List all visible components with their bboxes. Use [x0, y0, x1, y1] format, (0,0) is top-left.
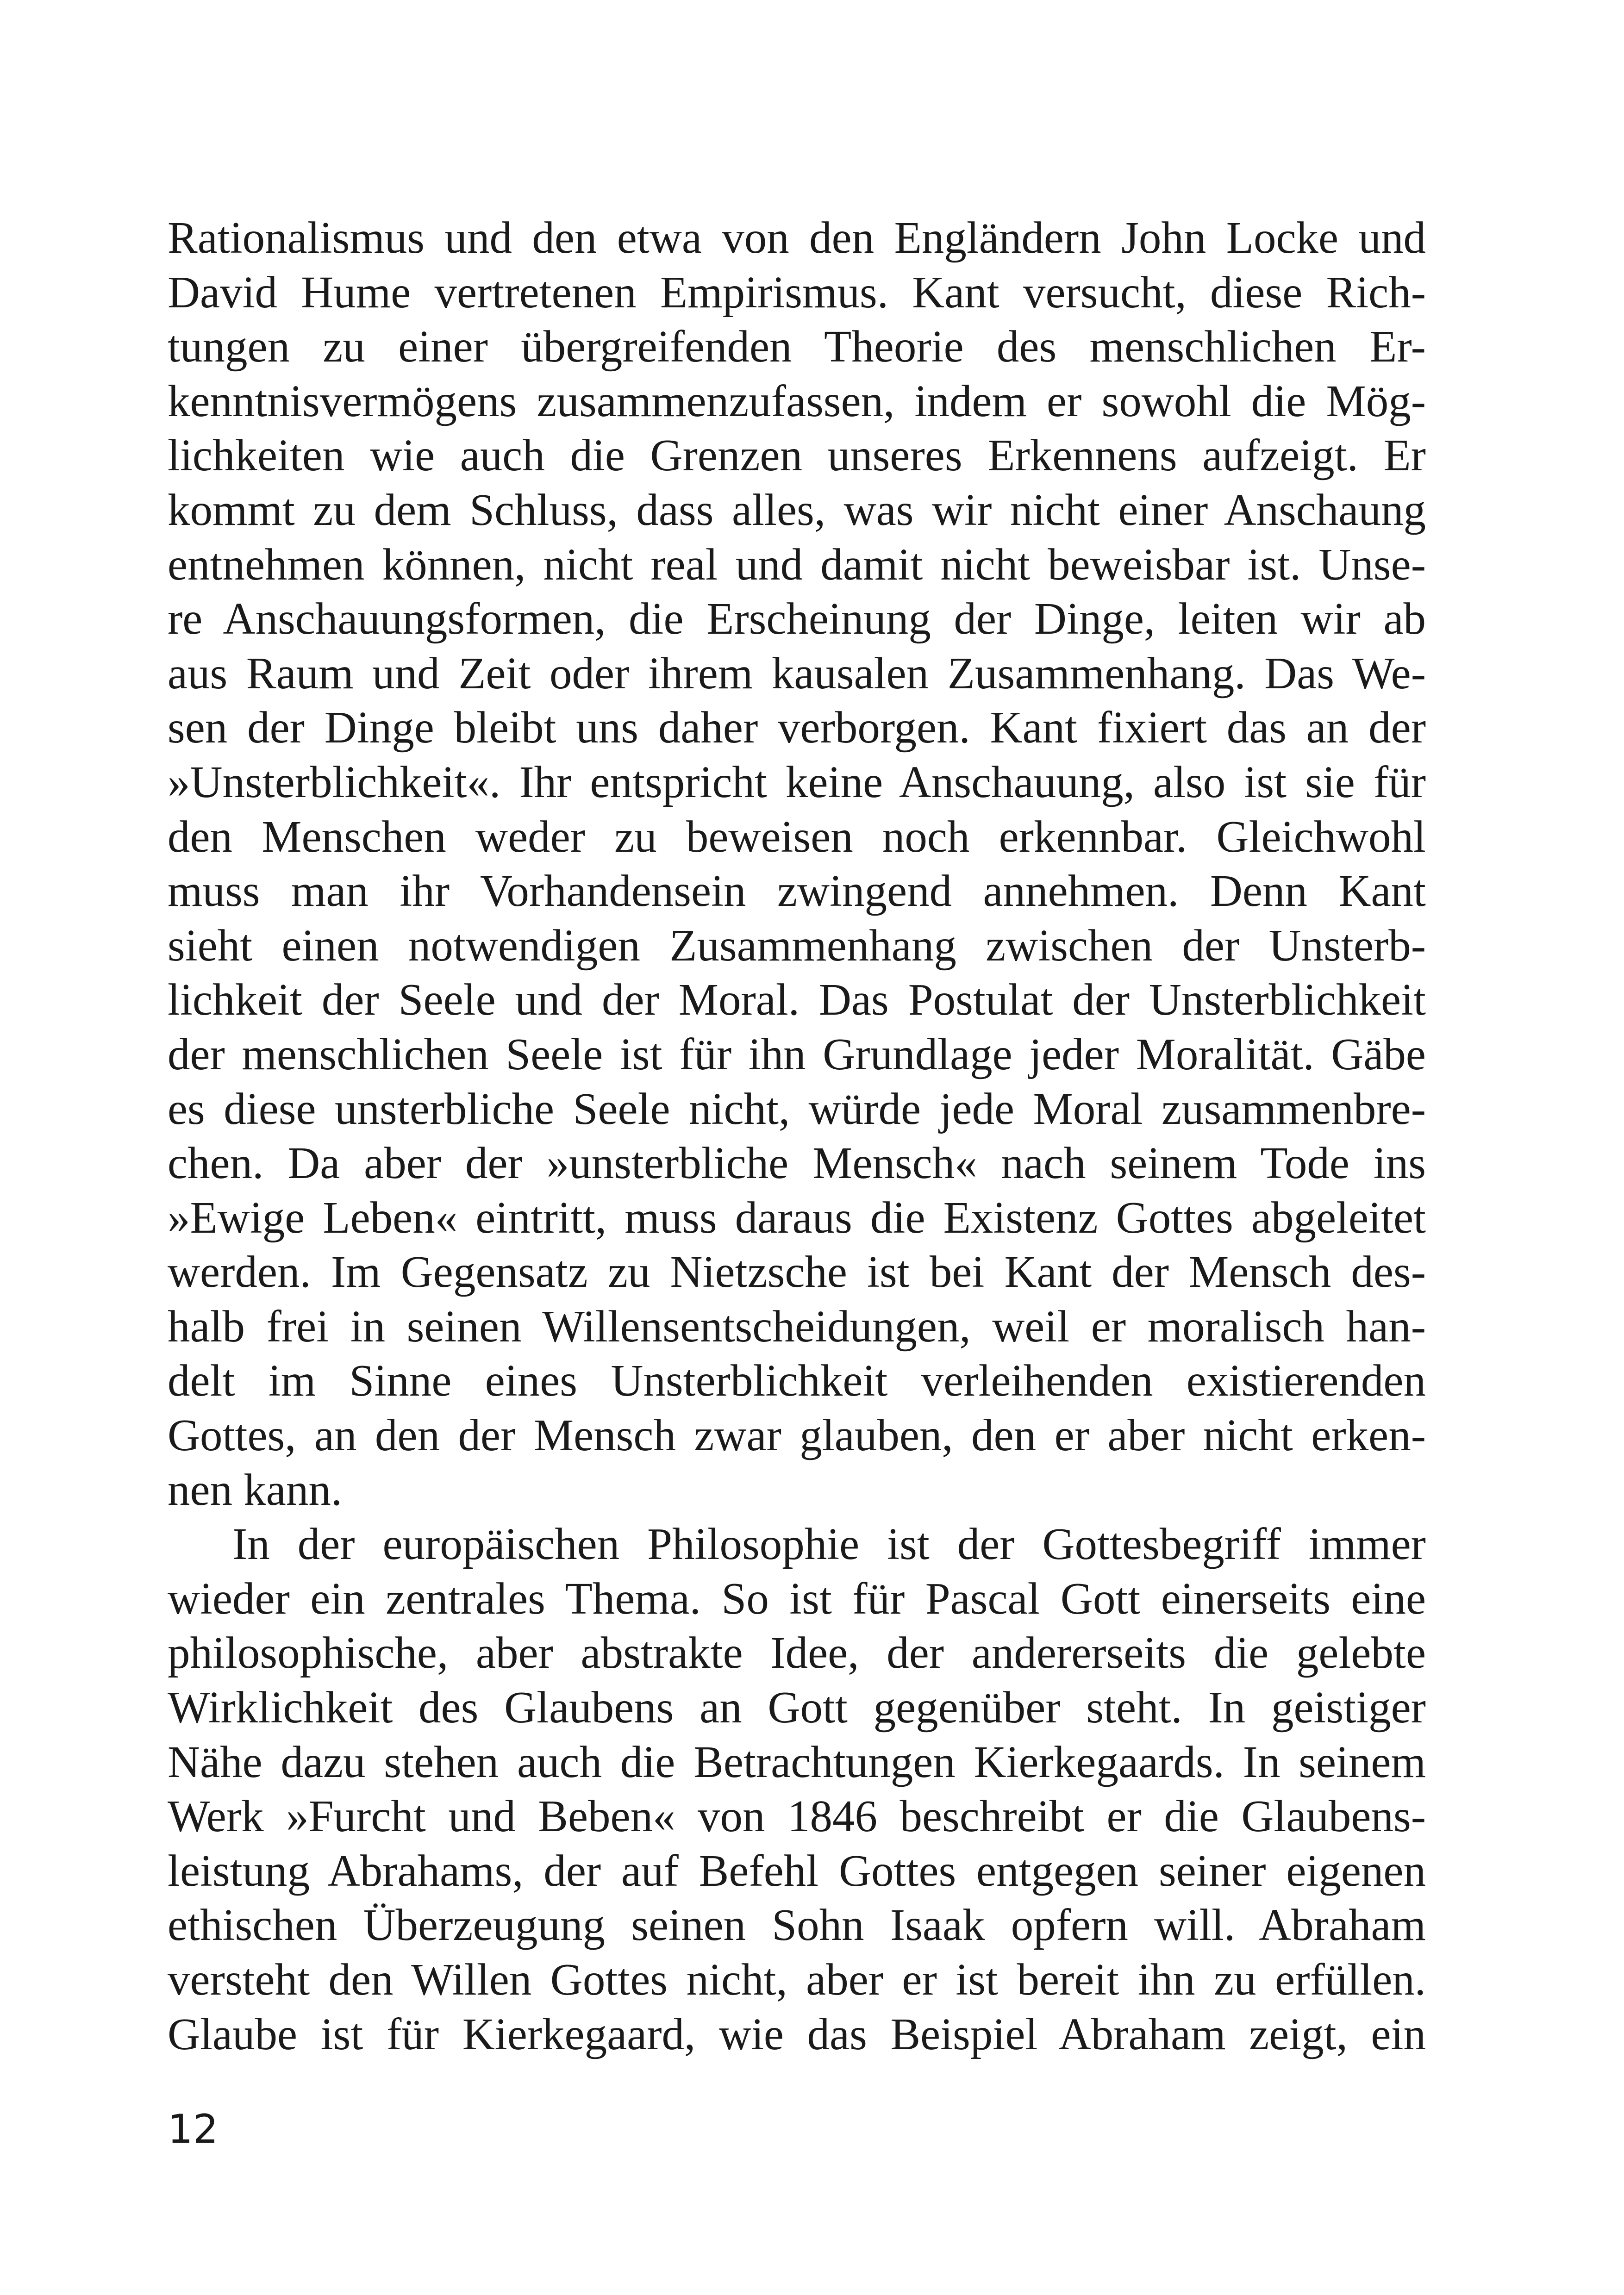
text-line: es diese unsterbliche Seele nicht, würde jede Moral zusammenbre- [168, 1084, 1426, 1134]
text-line: nen kann. [168, 1465, 343, 1515]
text-line: lichkeiten wie auch die Grenzen unseres Erkennens aufzeigt. Er [168, 430, 1426, 480]
text-line: wieder ein zentrales Thema. So ist für Pascal Gott einerseits eine [168, 1573, 1426, 1623]
text-line: Glaube ist für Kierkegaard, wie das Beispiel Abraham zeigt, ein [168, 2009, 1426, 2059]
paragraph [168, 1517, 1426, 2061]
text-line: Wirklichkeit des Glaubens an Gott gegenüber steht. In geistiger [168, 1683, 1426, 1733]
text-line: delt im Sinne eines Unsterblichkeit verleihenden existierenden [168, 1356, 1426, 1406]
text-line: lichkeit der Seele und der Moral. Das Postulat der Unsterblichkeit [168, 975, 1426, 1025]
text-line: philosophische, aber abstrakte Idee, der andererseits die gelebte [168, 1628, 1426, 1678]
text-line: den Menschen weder zu beweisen noch erkennbar. Gleichwohl [168, 811, 1426, 861]
page-number: 12 [168, 2106, 219, 2152]
text-line: versteht den Willen Gottes nicht, aber er ist bereit ihn zu erfüllen. [168, 1955, 1426, 2004]
text-line: aus Raum und Zeit oder ihrem kausalen Zusammenhang. Das We- [168, 648, 1426, 698]
text-line: In der europäischen Philosophie ist der Gottesbegriff immer [232, 1519, 1426, 1569]
text-line: werden. Im Gegensatz zu Nietzsche ist bei Kant der Mensch des- [168, 1247, 1426, 1297]
text-line: muss man ihr Vorhandensein zwingend annehmen. Denn Kant [168, 866, 1426, 916]
text-line: Rationalismus und den etwa von den Engländern John Locke und [168, 213, 1426, 262]
text-line: sen der Dinge bleibt uns daher verborgen. Kant fixiert das an der [168, 703, 1426, 753]
text-line: halb frei in seinen Willensentscheidungen, weil er moralisch han- [168, 1301, 1426, 1351]
text-line: »Ewige Leben« eintritt, muss daraus die Existenz Gottes abgeleitet [168, 1192, 1426, 1242]
text-line: ethischen Überzeugung seinen Sohn Isaak opfern will. Abraham [168, 1900, 1426, 1950]
text-line: tungen zu einer übergreifenden Theorie des menschlichen Er- [168, 322, 1426, 372]
text-line: Nähe dazu stehen auch die Betrachtungen Kierkegaards. In seinem [168, 1737, 1426, 1787]
text-line: kenntnisvermögens zusammenzufassen, indem er sowohl die Mög- [168, 376, 1426, 426]
paragraph [168, 211, 1426, 1517]
body-text [168, 211, 1426, 2061]
text-line: Gottes, an den der Mensch zwar glauben, den er aber nicht erken- [168, 1410, 1426, 1460]
text-line: Werk »Furcht und Beben« von 1846 beschreibt er die Glaubens- [168, 1791, 1426, 1841]
text-line: entnehmen können, nicht real und damit nicht beweisbar ist. Unse- [168, 539, 1426, 589]
text-line: re Anschauungsformen, die Erscheinung der Dinge, leiten wir ab [168, 594, 1426, 644]
text-line: David Hume vertretenen Empirismus. Kant versucht, diese Rich- [168, 267, 1426, 317]
text-line: leistung Abrahams, der auf Befehl Gottes entgegen seiner eigenen [168, 1846, 1426, 1896]
text-line: sieht einen notwendigen Zusammenhang zwischen der Unsterb- [168, 920, 1426, 970]
text-line: »Unsterblichkeit«. Ihr entspricht keine Anschauung, also ist sie für [168, 757, 1426, 807]
text-line: chen. Da aber der »unsterbliche Mensch« nach seinem Tode ins [168, 1138, 1426, 1188]
text-line: der menschlichen Seele ist für ihn Grundlage jeder Moralität. Gäbe [168, 1029, 1426, 1079]
text-line: kommt zu dem Schluss, dass alles, was wir nicht einer Anschaung [168, 485, 1426, 535]
